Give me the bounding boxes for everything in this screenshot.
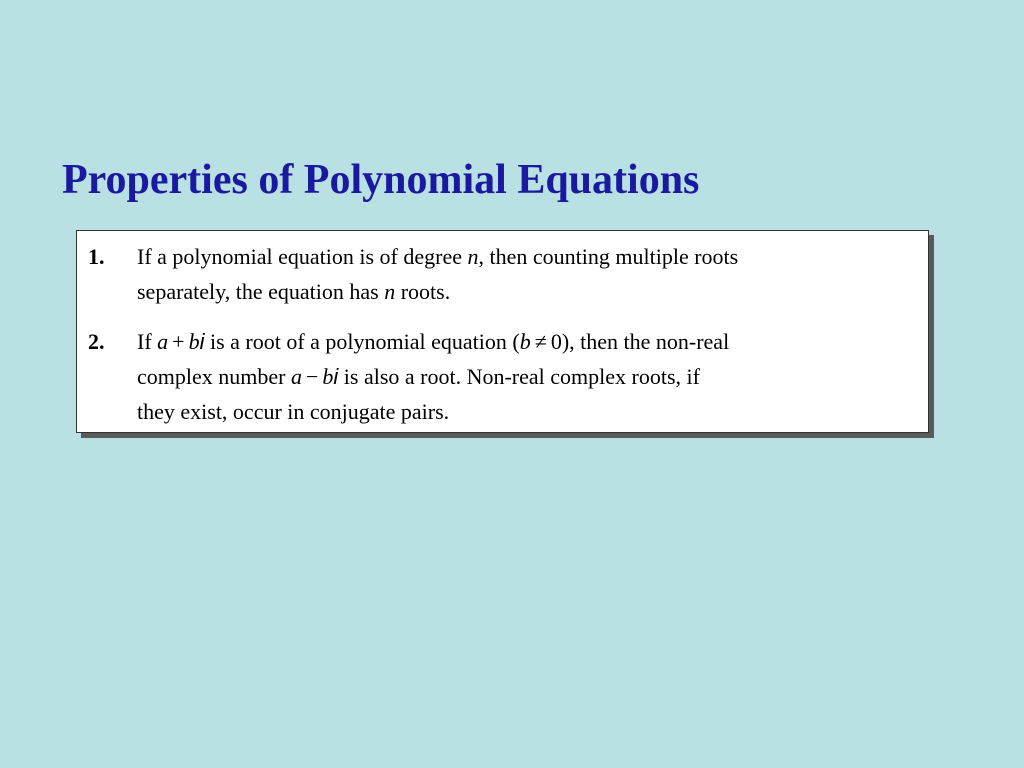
math-variable-b: b — [188, 329, 200, 354]
property-item-1 — [88, 239, 918, 309]
math-not-equal: ≠ — [534, 329, 547, 354]
item-number: 2. — [88, 329, 105, 354]
math-variable-a: a — [157, 329, 169, 354]
math-minus: − — [305, 364, 319, 389]
item-2-line-2 — [88, 359, 918, 394]
text-run: roots. — [395, 279, 451, 304]
text-run: separately, the equation has — [137, 279, 385, 304]
item-1-line-2 — [88, 274, 918, 309]
math-variable-b: b — [519, 329, 531, 354]
math-zero: 0 — [550, 329, 562, 354]
text-run: is a root of a polynomial equation ( — [204, 329, 520, 354]
slide-title: Properties of Polynomial Equations — [62, 157, 700, 203]
item-number: 1. — [88, 244, 105, 269]
math-variable-n: n — [384, 279, 396, 304]
text-run: , then counting multiple roots — [478, 244, 739, 269]
math-imaginary-i: i — [199, 329, 205, 354]
item-2-line-1 — [88, 324, 918, 359]
math-variable-b: b — [322, 364, 334, 389]
math-variable-a: a — [290, 364, 302, 389]
text-run: If — [137, 329, 158, 354]
text-run: complex number — [137, 364, 291, 389]
text-run: ), then the non-real — [561, 329, 730, 354]
text-run: If a polynomial equation is of degree — [137, 244, 468, 269]
text-run: is also a root. Non-real complex roots, if — [338, 364, 700, 389]
property-item-2 — [88, 324, 918, 429]
properties-box — [76, 230, 929, 433]
math-variable-n: n — [467, 244, 479, 269]
item-2-line-3: they exist, occur in conjugate pairs. — [137, 399, 450, 424]
math-plus: + — [172, 329, 185, 354]
item-1-line-1 — [88, 239, 918, 274]
math-imaginary-i: i — [333, 364, 339, 389]
